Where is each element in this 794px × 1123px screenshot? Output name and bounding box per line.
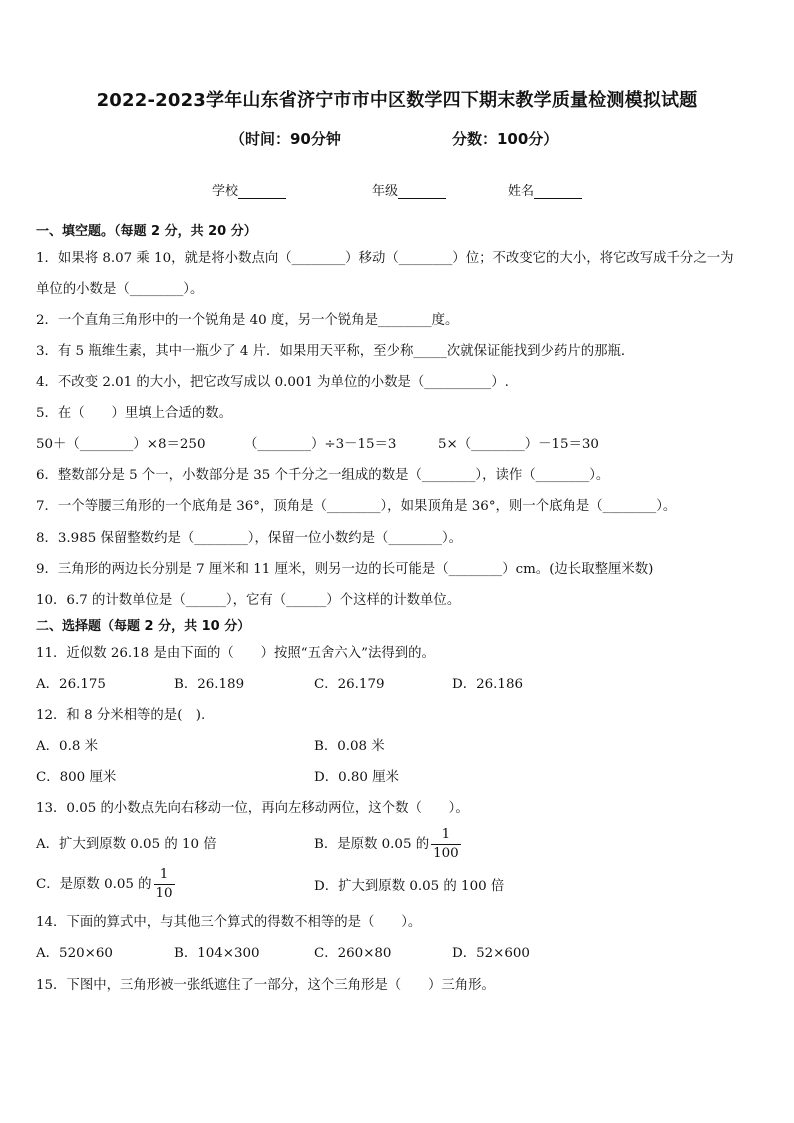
q14-option-b: B．104×300	[174, 946, 260, 961]
student-info	[0, 180, 794, 202]
grade-label: 年级	[372, 184, 399, 199]
name-blank[interactable]	[534, 184, 582, 199]
question-11: 11．近似数 26.18 是由下面的（ ）按照“五舍六入”法得到的。	[36, 646, 435, 661]
section-2-heading: 二、选择题（每题 2 分，共 10 分）	[36, 619, 251, 634]
question-5: 5．在（ ）里填上合适的数。	[36, 406, 232, 421]
name-field	[508, 180, 582, 199]
question-1-cont: 单位的小数是（________）。	[36, 282, 204, 297]
q13-option-a: A．扩大到原数 0.05 的 10 倍	[36, 837, 217, 852]
q13-option-b	[314, 826, 461, 863]
q14-option-c: C．260×80	[314, 946, 392, 961]
question-5b: （________）÷3－15＝3	[244, 437, 397, 452]
school-blank[interactable]	[238, 184, 286, 199]
q12-option-a: A．0.8 米	[36, 739, 99, 754]
fraction-numerator: 1	[154, 866, 175, 885]
question-5a: 50＋（________）×8＝250	[36, 437, 206, 452]
question-4: 4．不改变 2.01 的大小，把它改写成以 0.001 为单位的小数是（__________）.	[36, 375, 509, 390]
question-10: 10．6.7 的计数单位是（______），它有（______）个这样的计数单位。	[36, 593, 461, 608]
q12-option-d: D．0.80 厘米	[314, 770, 399, 785]
question-1: 1．如果将 8.07 乘 10，就是将小数点向（________）移动（________）位；不改变它的大小，将它改写成千分之一为	[36, 251, 734, 266]
school-label: 学校	[212, 184, 239, 199]
question-7: 7．一个等腰三角形的一个底角是 36°，顶角是（________），如果顶角是 36°，则一个底角是（________）。	[36, 499, 677, 514]
fraction-numerator: 1	[431, 826, 461, 845]
q12-option-b: B．0.08 米	[314, 739, 385, 754]
q14-option-d: D．52×600	[452, 946, 530, 961]
question-12: 12．和 8 分米相等的是( ).	[36, 708, 206, 723]
fraction-1-100	[431, 826, 461, 863]
q11-option-d: D．26.186	[452, 677, 523, 692]
question-15: 15．下图中，三角形被一张纸遮住了一部分，这个三角形是（ ）三角形。	[36, 978, 495, 993]
section-1-heading: 一、填空题。（每题 2 分，共 20 分）	[36, 224, 257, 239]
exam-title: 2022-2023学年山东省济宁市市中区数学四下期末教学质量检测模拟试题	[96, 90, 698, 111]
q11-option-a: A．26.175	[36, 677, 106, 692]
fraction-denominator: 100	[433, 846, 459, 861]
question-13: 13．0.05 的小数点先向右移动一位，再向左移动两位，这个数（ ）。	[36, 801, 469, 816]
fraction-1-10	[154, 866, 175, 903]
fraction-denominator: 10	[155, 886, 173, 901]
q13-option-c	[36, 866, 175, 903]
q11-option-b: B．26.189	[174, 677, 245, 692]
q13-option-b-text: B．是原数 0.05 的	[314, 837, 430, 852]
school-field	[212, 180, 286, 199]
exam-score: 分数：100分）	[452, 130, 559, 148]
name-label: 姓名	[508, 184, 535, 199]
q12-option-c: C．800 厘米	[36, 770, 117, 785]
question-2: 2．一个直角三角形中的一个锐角是 40 度，另一个锐角是________度。	[36, 313, 459, 328]
grade-blank[interactable]	[398, 184, 446, 199]
exam-time: （时间：90分钟	[230, 130, 341, 148]
question-6: 6．整数部分是 5 个一，小数部分是 35 个千分之一组成的数是（________），读作（________）。	[36, 468, 610, 483]
question-14: 14．下面的算式中，与其他三个算式的得数不相等的是（ ）。	[36, 915, 422, 930]
question-9: 9．三角形的两边长分别是 7 厘米和 11 厘米，则另一边的长可能是（________）cm。(边长取整厘米数)	[36, 562, 654, 577]
q14-option-a: A．520×60	[36, 946, 113, 961]
q13-option-c-text: C．是原数 0.05 的	[36, 877, 152, 892]
q13-option-d: D．扩大到原数 0.05 的 100 倍	[314, 879, 505, 894]
grade-field	[372, 180, 446, 199]
q11-option-c: C．26.179	[314, 677, 385, 692]
question-5c: 5×（________）－15＝30	[438, 437, 599, 452]
exam-subtitle	[0, 128, 794, 152]
question-8: 8．3.985 保留整数约是（________），保留一位小数约是（________）。	[36, 531, 463, 546]
question-3: 3．有 5 瓶维生素，其中一瓶少了 4 片．如果用天平称，至少称_____次就保证能找到少药片的那瓶．	[36, 344, 635, 359]
